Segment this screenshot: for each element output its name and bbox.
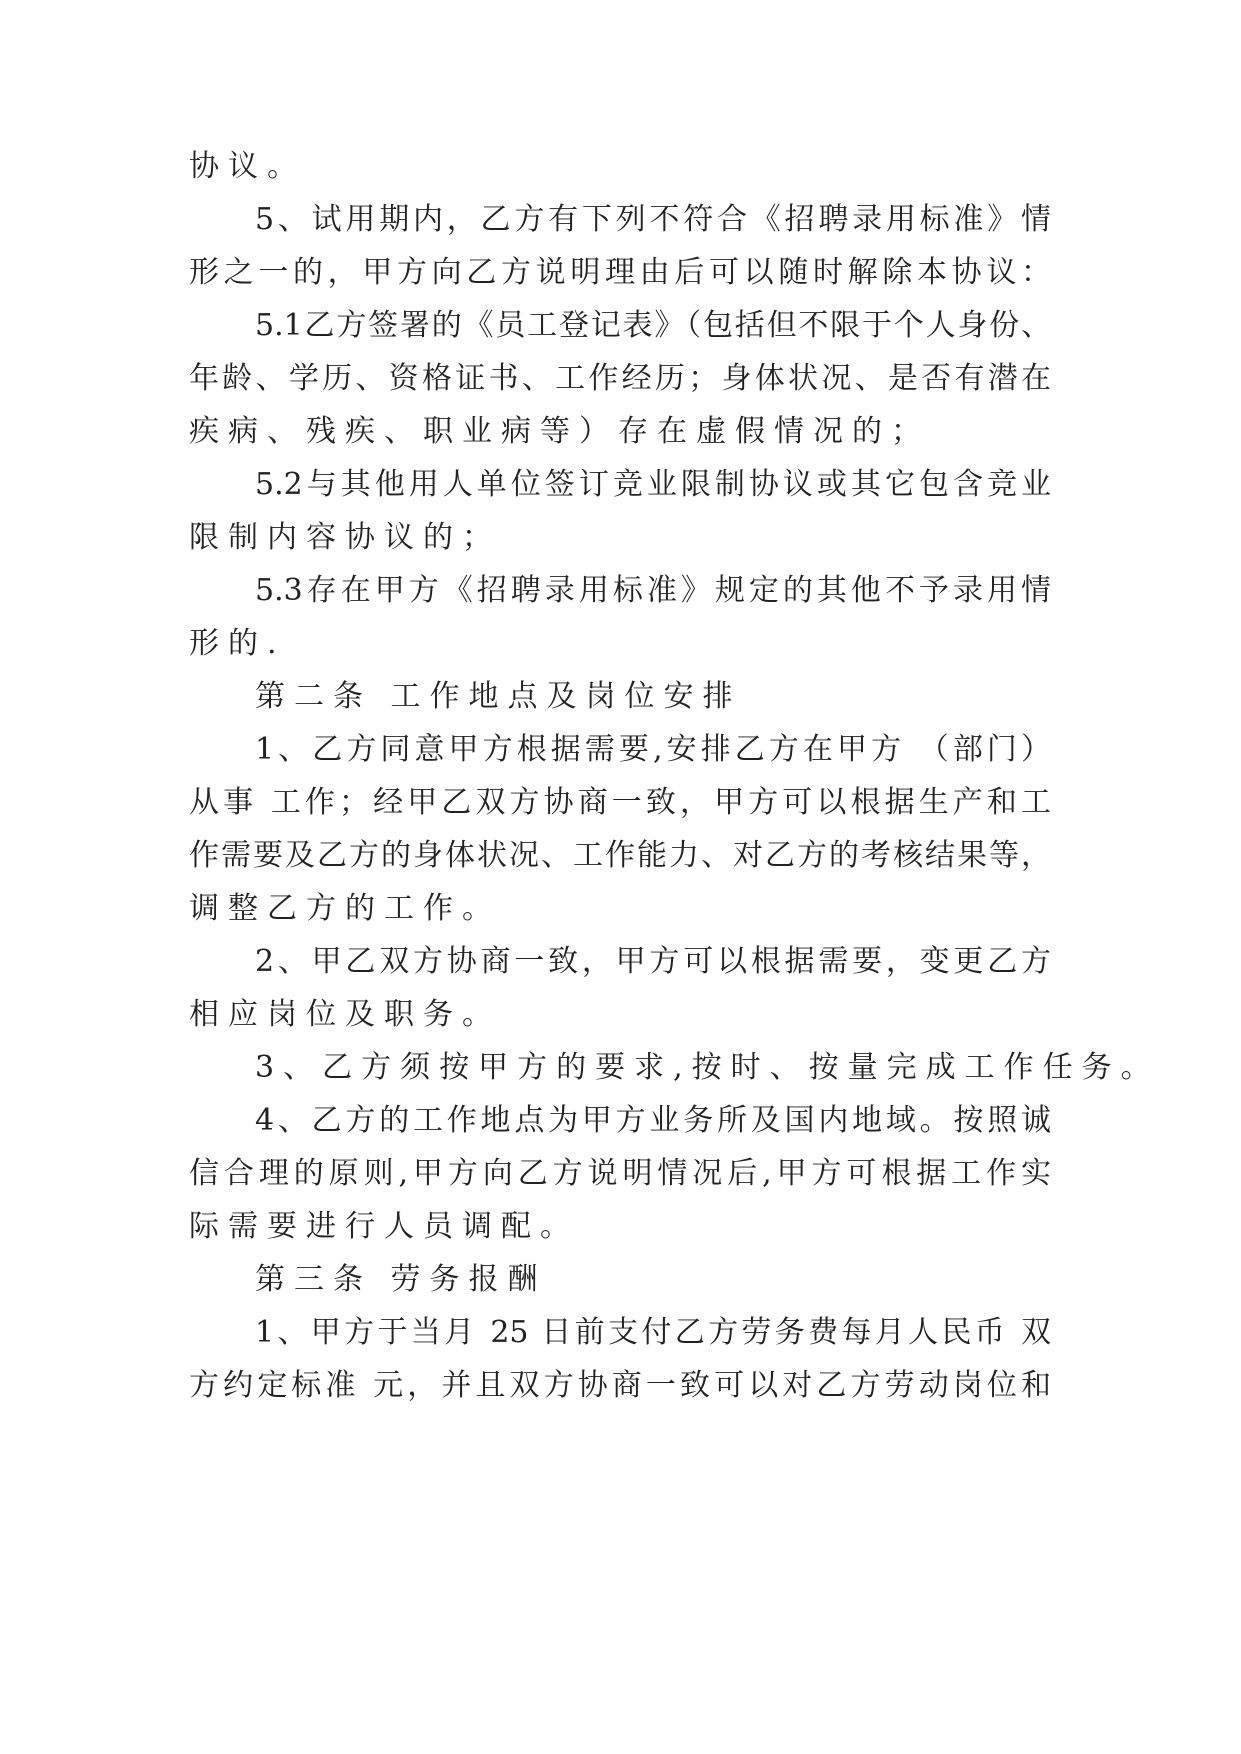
paragraph-line: 5.3存在甲方《招聘录用标准》规定的其他不予录用情 [255, 573, 1051, 608]
section-heading: 第二条 工作地点及岗位安排 [255, 679, 742, 714]
paragraph-line: 相应岗位及职务。 [189, 997, 501, 1032]
paragraph-line: 际需要进行人员调配。 [189, 1209, 579, 1244]
paragraph-line: 5.1乙方签署的《员工登记表》（包括但不限于个人身份、 [255, 308, 1051, 343]
paragraph-line: 调整乙方的工作。 [189, 891, 501, 926]
paragraph-line: 形的. [189, 626, 286, 661]
paragraph-line: 3、乙方须按甲方的要求,按时、按量完成工作任务。 [255, 1050, 1160, 1085]
paragraph-line: 1、乙方同意甲方根据需要,安排乙方在甲方 （部门） [255, 732, 1051, 767]
paragraph-line: 5.2与其他用人单位签订竞业限制协议或其它包含竞业 [255, 467, 1051, 502]
paragraph-line: 5、试用期内，乙方有下列不符合《招聘录用标准》情 [255, 202, 1051, 237]
paragraph-line: 信合理的原则,甲方向乙方说明情况后,甲方可根据工作实 [189, 1156, 1051, 1191]
paragraph-line: 1、甲方于当月 25 日前支付乙方劳务费每月人民币 双 [255, 1315, 1051, 1350]
paragraph-line: 形之一的，甲方向乙方说明理由后可以随时解除本协议： [189, 255, 1051, 290]
paragraph-line: 4、乙方的工作地点为甲方业务所及国内地域。按照诚 [255, 1103, 1051, 1138]
paragraph-line: 从事 工作；经甲乙双方协商一致，甲方可以根据生产和工 [189, 785, 1051, 820]
paragraph-line: 疾病、残疾、职业病等）存在虚假情况的； [189, 414, 930, 449]
paragraph-line: 作需要及乙方的身体状况、工作能力、对乙方的考核结果等， [189, 838, 1051, 873]
paragraph-line: 年龄、学历、资格证书、工作经历；身体状况、是否有潜在 [189, 361, 1051, 396]
paragraph-line: 方约定标准 元，并且双方协商一致可以对乙方劳动岗位和 [189, 1368, 1051, 1403]
paragraph-line: 限制内容协议的； [189, 520, 501, 555]
paragraph-line: 2、甲乙双方协商一致，甲方可以根据需要，变更乙方 [255, 944, 1051, 979]
section-heading: 第三条 劳务报酬 [255, 1262, 547, 1297]
paragraph-line: 协议。 [189, 149, 306, 184]
